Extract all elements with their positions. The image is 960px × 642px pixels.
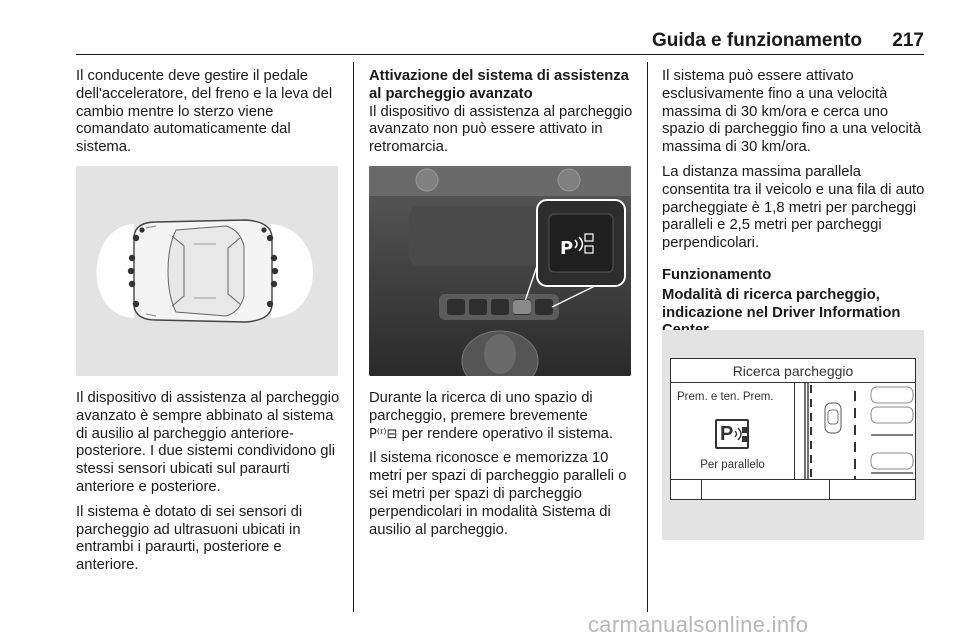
dic-title: Ricerca parcheggio [671, 359, 915, 383]
console-illustration [369, 166, 631, 376]
col3-paragraph-2: La distanza massima parallela consentita tra il veicolo e una fila di auto parcheggiate è 1,8 metri per parcheggi paralleli e 2,5 metri per parcheggi perpendicolari. [662, 163, 925, 252]
dic-parking-view [795, 383, 915, 479]
page-number: 217 [892, 30, 924, 51]
col2-paragraph-2-end: per rendere operativo il sistema. [401, 425, 614, 442]
car-sensors-figure [76, 166, 338, 376]
column-divider-2 [647, 62, 648, 612]
activation-heading: Attivazione del sistema di assistenza al parcheggio avanzato [369, 68, 629, 102]
parked-cars-icon [871, 387, 913, 469]
column-3 [662, 68, 926, 340]
car-sensors-illustration [76, 166, 338, 376]
column-1-lower [76, 390, 346, 582]
col2-paragraph-2-start: Durante la ricerca di uno spazio di parcheggio, premere brevemente [369, 390, 593, 424]
col3-paragraph-1: Il sistema può essere attivato esclusivamente fino a una velocità massima di 30 km/ora e cerca uno spazio di parcheggio fino a una velocità massima di 30 km/ora. [662, 68, 922, 156]
header-rule [76, 54, 924, 55]
own-car-icon [825, 403, 841, 433]
col1-paragraph-2: Il dispositivo di assistenza al parcheggio avanzato è sempre abbinato al sistema di ausilio al parcheggio anteriore-posteriore. I due sistemi condividono gli stessi sensori ubicati sul paraurti anteriore e posteriore. [76, 390, 340, 495]
parking-assist-icon: P [715, 419, 749, 449]
column-2 [369, 68, 635, 164]
column-divider-1 [353, 62, 354, 612]
dic-screen [670, 358, 916, 500]
functioning-heading: Funzionamento [662, 266, 772, 283]
car-top-view-icon [134, 220, 272, 322]
dic-display-figure [662, 330, 924, 540]
svg-text:P: P [560, 238, 574, 259]
dic-left-panel [671, 383, 795, 479]
col1-paragraph-1: Il conducente deve gestire il pedale dell'acceleratore, del freno e la leva del cambio mentre lo sterzo viene comandato automaticamente dal sistema. [76, 68, 333, 156]
dic-mode-label: Per parallelo [700, 459, 765, 471]
parking-search-graphic [795, 383, 915, 479]
watermark: carmanualsonline.info [588, 612, 809, 637]
col2-paragraph-1: Il dispositivo di assistenza al parcheggio avanzato non può essere attivato in retromarcia. [369, 103, 633, 156]
dic-instruction: Prem. e ten. Prem. [677, 391, 774, 403]
sensor-wave-icon [733, 425, 749, 445]
dic-bottom-bar [671, 479, 915, 499]
console-button-figure [369, 166, 631, 376]
col2-paragraph-2 [369, 390, 635, 443]
col2-paragraph-3: Il sistema riconosce e memorizza 10 metri per spazi di parcheggio paralleli o sei metri per spazi di parcheggio perpendicolari in modalità Sistema di ausilio al parcheggio. [369, 450, 627, 538]
col1-paragraph-3: Il sistema è dotato di sei sensori di parcheggio ad ultrasuoni ubicati in entrambi i paraurti, posteriore e anteriore. [76, 503, 303, 574]
column-1 [76, 68, 344, 164]
running-header-title: Guida e funzionamento [651, 30, 862, 51]
column-2-lower [369, 390, 635, 546]
parking-assist-button-icon: P⁽ᶦ⁾⊟ [369, 426, 398, 442]
search-mode-subheading: Modalità di ricerca parcheggio, indicazione nel Driver Information [662, 286, 901, 321]
